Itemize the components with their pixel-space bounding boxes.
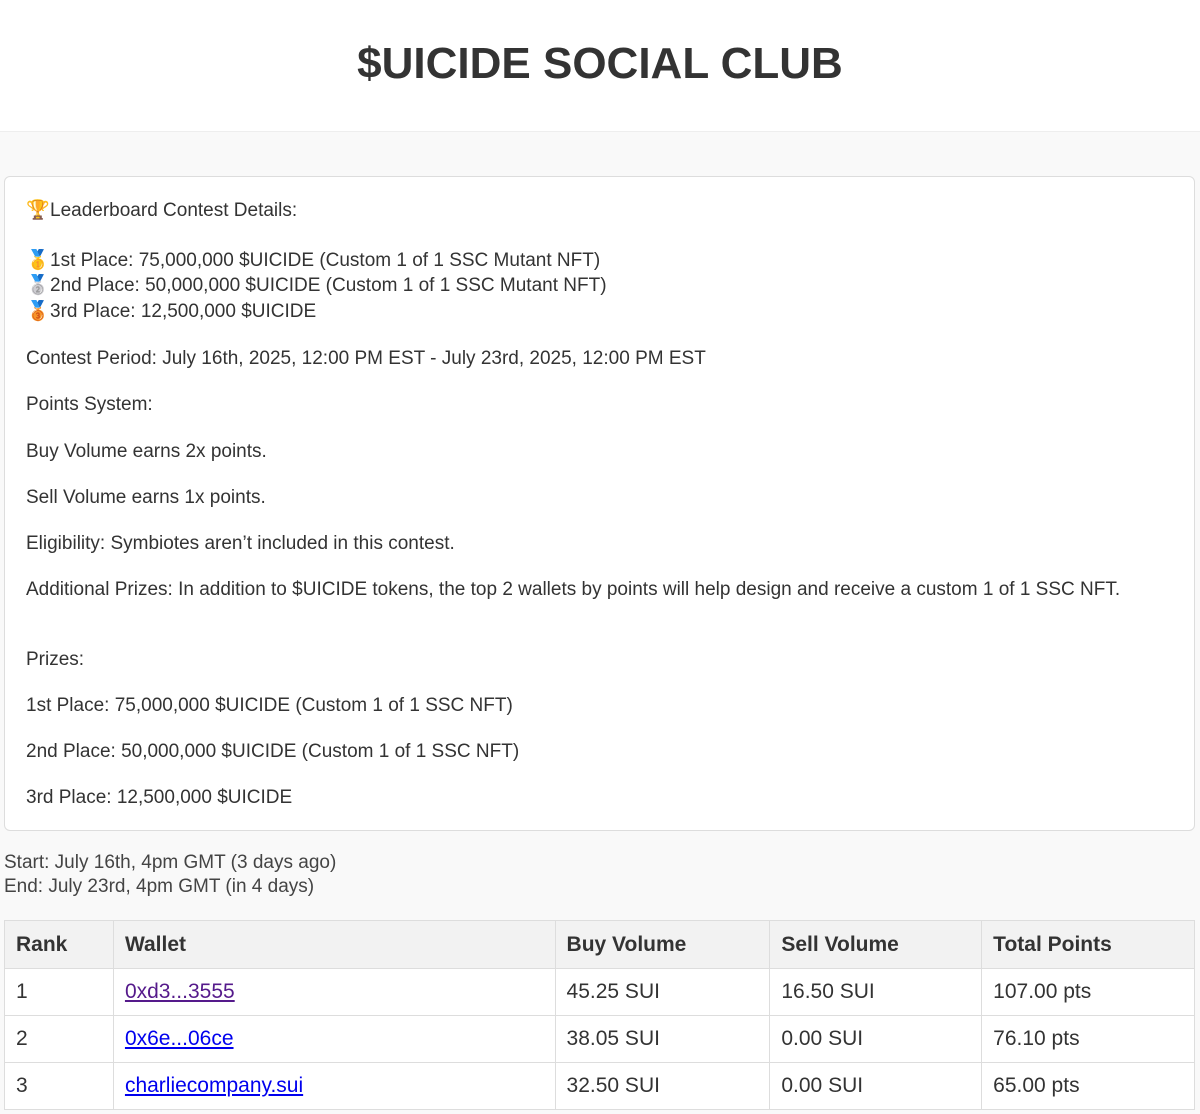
place-2-line [26,274,607,297]
sell-volume-cell: 0.00 SUI [770,1063,982,1110]
sell-rule: Sell Volume earns 1x points. [26,487,266,508]
place-1-text: 1st Place: 75,000,000 $UICIDE (Custom 1 of 1 SSC Mutant NFT) [50,250,601,271]
leaderboard-table [4,920,1195,1110]
buy-volume-cell: 32.50 SUI [555,1063,770,1110]
column-header-total-points: Total Points [982,921,1195,969]
place-2-text: 2nd Place: 50,000,000 $UICIDE (Custom 1 of 1 SSC Mutant NFT) [50,275,607,296]
wallet-cell [113,1063,555,1110]
gold-medal-icon: 🥇 [26,250,50,271]
place-1-line [26,249,600,272]
contest-heading-text: Leaderboard Contest Details: [50,200,298,221]
silver-medal-icon: 🥈 [26,275,50,296]
table-header-row [5,921,1195,969]
total-points-cell: 76.10 pts [982,1016,1195,1063]
prize-3: 3rd Place: 12,500,000 $UICIDE [26,787,293,808]
column-header-wallet: Wallet [113,921,555,969]
prize-2: 2nd Place: 50,000,000 $UICIDE (Custom 1 of 1 SSC NFT) [26,741,520,762]
site-title: $UICIDE SOCIAL CLUB [357,39,843,88]
points-heading: Points System: [26,394,153,415]
site-header [0,0,1200,132]
wallet-link[interactable]: charliecompany.sui [124,1074,304,1097]
wallet-link[interactable]: 0xd3...3555 [124,980,235,1003]
eligibility: Eligibility: Symbiotes aren’t included in this contest. [26,533,455,554]
buy-volume-cell: 38.05 SUI [555,1016,770,1063]
column-header-buy-volume: Buy Volume [555,921,770,969]
place-3-text: 3rd Place: 12,500,000 $UICIDE [50,301,317,322]
table-row [5,1063,1195,1110]
column-header-sell-volume: Sell Volume [770,921,982,969]
total-points-cell: 107.00 pts [982,969,1195,1016]
contest-details-card [4,176,1195,831]
rank-cell: 2 [5,1016,114,1063]
prizes-heading: Prizes: [26,649,85,670]
rank-cell: 1 [5,969,114,1016]
end-date: End: July 23rd, 4pm GMT (in 4 days) [4,876,315,897]
wallet-cell [113,969,555,1016]
prize-1: 1st Place: 75,000,000 $UICIDE (Custom 1 of 1 SSC NFT) [26,695,513,716]
start-date: Start: July 16th, 4pm GMT (3 days ago) [4,852,337,873]
place-3-line [26,300,316,323]
trophy-icon: 🏆 [26,200,50,221]
column-header-rank: Rank [5,921,114,969]
sell-volume-cell: 16.50 SUI [770,969,982,1016]
bronze-medal-icon: 🥉 [26,301,50,322]
sell-volume-cell: 0.00 SUI [770,1016,982,1063]
contest-period: Contest Period: July 16th, 2025, 12:00 PM EST - July 23rd, 2025, 12:00 PM EST [26,348,706,369]
contest-dates [4,851,336,899]
additional-prizes: Additional Prizes: In addition to $UICIDE tokens, the top 2 wallets by points will help design and receive a custom 1 of 1 SSC NFT. [26,579,1121,600]
wallet-link[interactable]: 0x6e...06ce [124,1027,234,1050]
table-row [5,1016,1195,1063]
buy-rule: Buy Volume earns 2x points. [26,441,267,462]
buy-volume-cell: 45.25 SUI [555,969,770,1016]
wallet-cell [113,1016,555,1063]
total-points-cell: 65.00 pts [982,1063,1195,1110]
contest-heading [26,199,297,222]
table-row [5,969,1195,1016]
rank-cell: 3 [5,1063,114,1110]
